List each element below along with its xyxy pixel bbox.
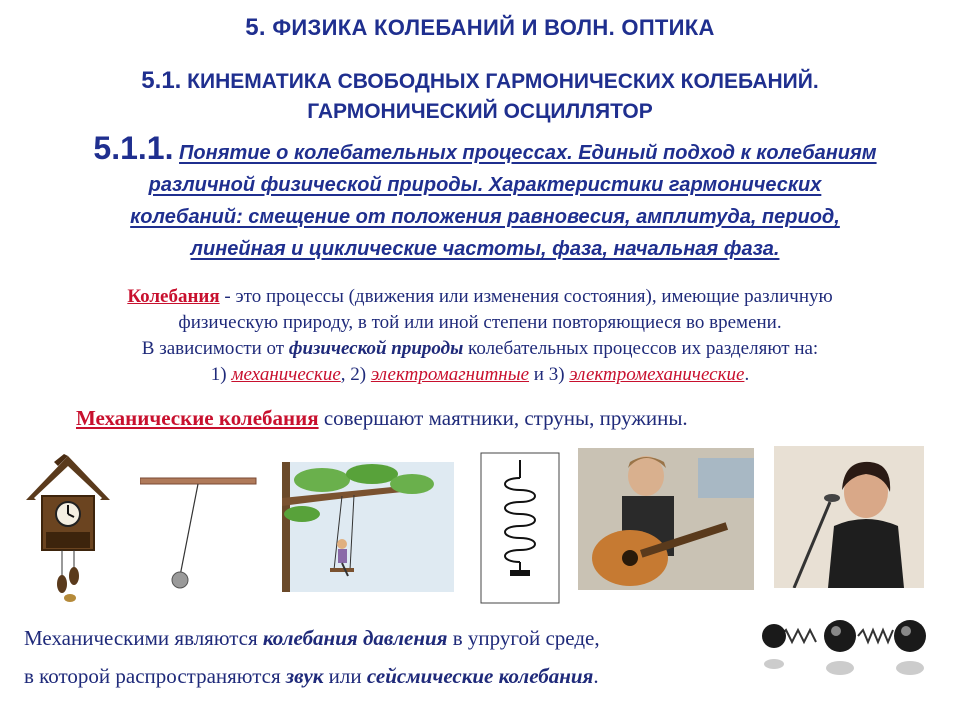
type-electromagnetic: электромагнитные (370, 364, 530, 385)
sound-pre: в которой распространяются (24, 664, 286, 688)
mechanical-rest: совершают маятники, струны, пружины. (318, 406, 688, 430)
types-prefix-1: 1) (210, 364, 232, 385)
topic-heading (20, 132, 950, 265)
singer-microphone-photo (774, 446, 924, 588)
subsection-line-2: ГАРМОНИЧЕСКИЙ ОСЦИЛЛЯТОР (307, 100, 653, 123)
types-end: . (744, 364, 750, 385)
types-prefix-3: и 3) (529, 364, 570, 385)
spring-linked-molecules-illustration (760, 606, 956, 686)
sound-mid: или (323, 664, 367, 688)
definition-rest: - это процессы (движения или изменения состояния), имеющие различную (219, 286, 833, 307)
section-title-text: ФИЗИКА КОЛЕБАНИЙ И ВОЛН. ОПТИКА (272, 15, 715, 40)
term-oscillations: Колебания (127, 286, 220, 307)
topic-line-1: Понятие о колебательных процессах. Единый подход к колебаниям (179, 142, 877, 164)
pressure-post: в упругой среде, (447, 626, 600, 650)
tree-swing-illustration (282, 462, 454, 592)
spring-illustration (480, 452, 560, 604)
classification-post: колебательных процессов их разделяют на: (463, 338, 819, 359)
guitar-player-photo (578, 448, 754, 590)
definition-paragraph (0, 284, 960, 388)
topic-number: 5.1.1. (93, 130, 174, 166)
subsection-line-1: КИНЕМАТИКА СВОБОДНЫХ ГАРМОНИЧЕСКИХ КОЛЕБАНИЙ. (187, 70, 819, 93)
subsection-number: 5.1. (141, 67, 182, 94)
pressure-bold: колебания давления (262, 626, 448, 650)
seismic-word: сейсмические колебания (366, 664, 594, 688)
sound-word: звук (285, 664, 324, 688)
pendulum-illustration (140, 474, 258, 590)
classification-pre: В зависимости от (141, 338, 289, 359)
section-number: 5. (245, 14, 266, 41)
physical-nature: физической природы (288, 338, 464, 359)
sound-end: . (593, 664, 599, 688)
mechanical-label: Механические колебания (76, 406, 319, 430)
topic-line-2: различной физической природы. Характеристики гармонических (148, 174, 822, 196)
definition-line-2: физическую природу, в той или иной степени повторяющиеся во времени. (178, 312, 782, 333)
topic-line-3: колебаний: смещение от положения равновесия, амплитуда, период, (130, 206, 840, 228)
types-prefix-2: , 2) (340, 364, 371, 385)
subsection-title (0, 66, 960, 127)
cuckoo-clock-illustration (24, 452, 112, 604)
type-electromechanical: электромеханические (569, 364, 745, 385)
type-mechanical: механические (231, 364, 341, 385)
topic-line-4: линейная и циклические частоты, фаза, начальная фаза. (190, 238, 780, 260)
pressure-pre: Механическими являются (24, 626, 263, 650)
pressure-paragraph (24, 619, 764, 695)
mechanical-line (76, 406, 688, 431)
section-title (0, 14, 960, 42)
